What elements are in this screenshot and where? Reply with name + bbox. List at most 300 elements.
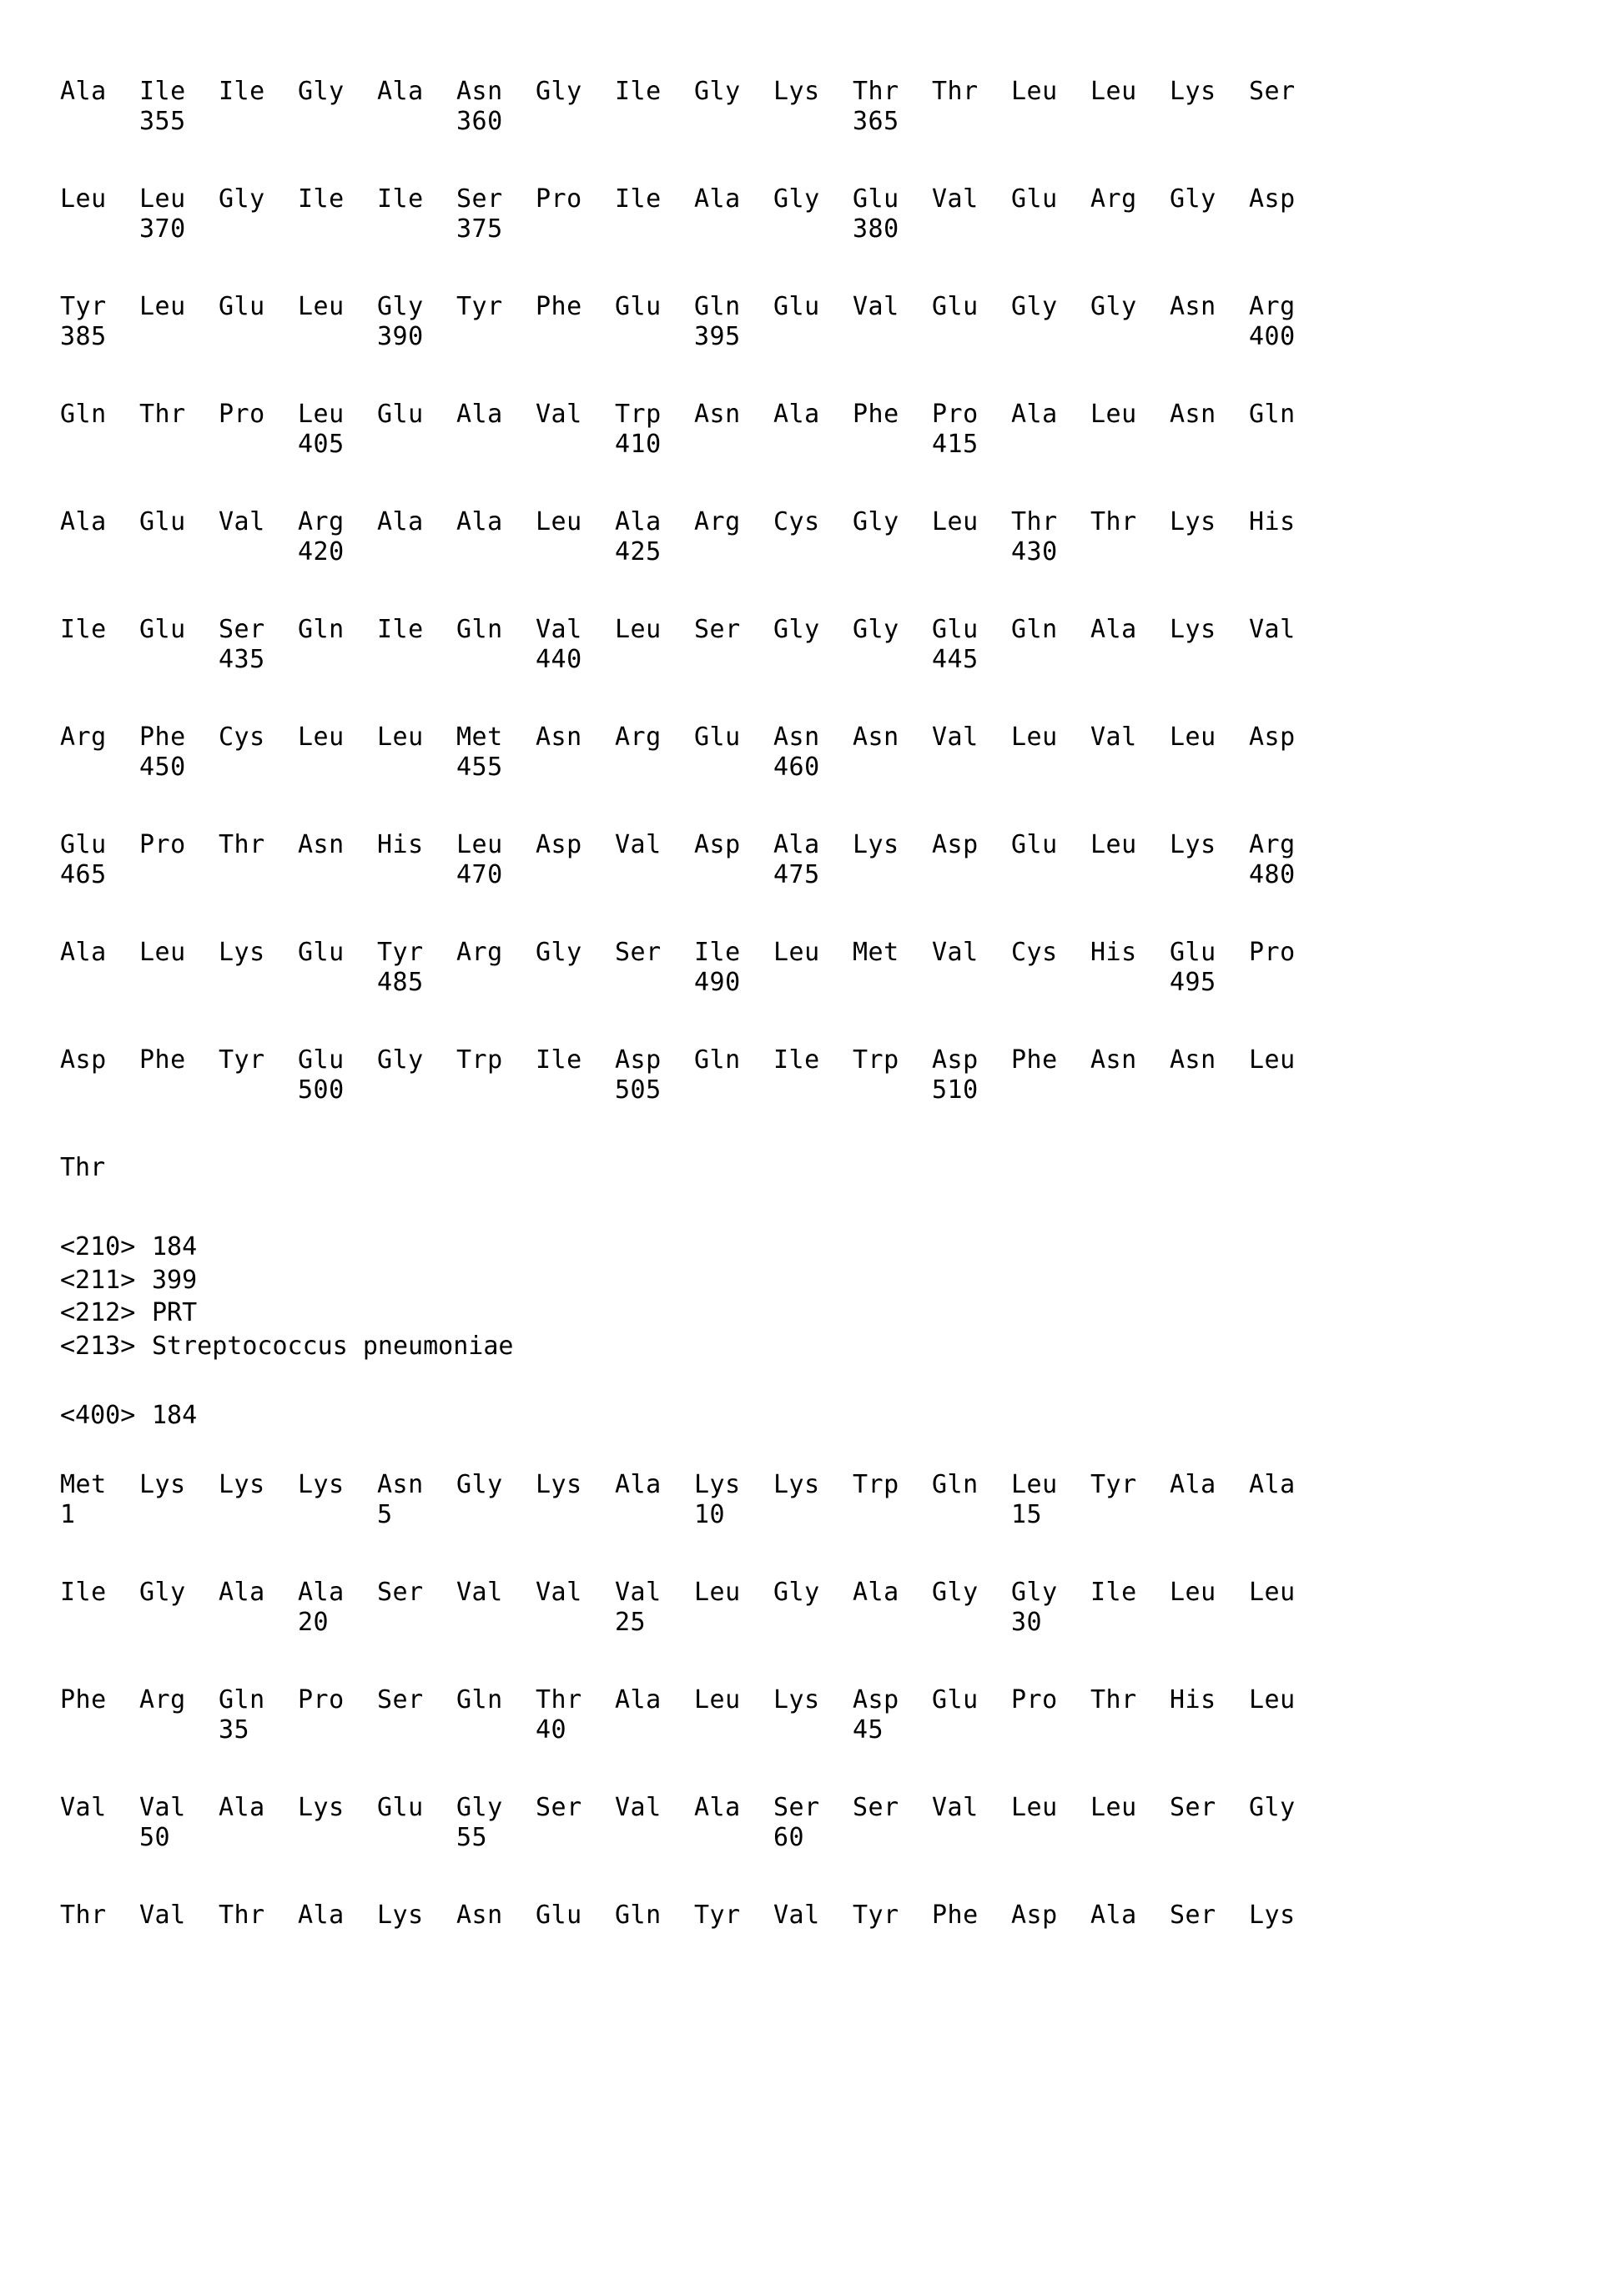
position-number: 40	[536, 1714, 567, 1745]
position-number	[1249, 540, 1328, 573]
position-number: 385	[60, 322, 107, 351]
tag-key: <210>	[60, 1232, 136, 1261]
sequence-block	[60, 1900, 1553, 1933]
residue: Gly	[773, 184, 820, 214]
residue: Ala	[694, 184, 741, 214]
position-row	[60, 647, 1553, 681]
position-number	[139, 1610, 219, 1644]
residue-row	[60, 1684, 1553, 1718]
residue: Leu	[1170, 1577, 1216, 1607]
position-number	[773, 540, 853, 573]
residue: Ser	[1170, 1900, 1216, 1930]
residue: Lys	[694, 1469, 741, 1499]
residue: His	[1090, 938, 1137, 967]
position-number	[1011, 647, 1090, 681]
residue: Phe	[139, 1045, 186, 1075]
position-number	[1090, 1825, 1170, 1859]
residue: Val	[1249, 615, 1296, 644]
residue: Pro	[1249, 938, 1296, 967]
position-number	[60, 1825, 139, 1859]
residue: Val	[615, 1577, 662, 1607]
position-number	[1090, 1503, 1170, 1536]
residue: Ala	[1090, 615, 1137, 644]
position-number	[1011, 1718, 1090, 1751]
position-number	[1249, 647, 1328, 681]
residue: Gly	[1090, 292, 1137, 321]
position-number	[456, 970, 536, 1004]
residue: Arg	[456, 938, 503, 967]
residue: Lys	[1170, 615, 1216, 644]
residue: Gly	[219, 184, 265, 214]
position-number	[219, 325, 298, 358]
position-number	[1090, 1078, 1170, 1111]
position-number	[536, 217, 615, 250]
position-number: 505	[615, 1075, 662, 1105]
residue: Leu	[694, 1577, 741, 1607]
residue: Gly	[536, 938, 582, 967]
residue: Glu	[377, 1792, 424, 1822]
residue: Gly	[298, 77, 345, 106]
residue: Trp	[853, 1469, 899, 1499]
residue: Asn	[456, 1900, 503, 1930]
residue: Lys	[298, 1792, 345, 1822]
residue: Phe	[139, 723, 186, 752]
position-number	[773, 325, 853, 358]
position-row	[60, 1822, 1553, 1859]
position-number	[377, 540, 456, 573]
residue: Leu	[615, 615, 662, 644]
residue: Asp	[1011, 1900, 1058, 1930]
tag-key: <213>	[60, 1331, 136, 1361]
residue: Ile	[219, 77, 265, 106]
position-number	[1249, 1503, 1328, 1536]
residue: Val	[932, 723, 979, 752]
residue: Tyr	[1090, 1469, 1137, 1499]
residue: Lys	[1249, 1900, 1296, 1930]
position-number	[932, 755, 1011, 788]
organism-name: Streptococcus pneumoniae	[152, 1331, 514, 1361]
position-number	[1170, 1503, 1249, 1536]
residue: Asp	[536, 830, 582, 859]
residue: Ser	[1170, 1792, 1216, 1822]
position-number	[1090, 755, 1170, 788]
position-number: 35	[219, 1714, 250, 1745]
residue: Gln	[932, 1469, 979, 1499]
position-number	[1011, 755, 1090, 788]
position-number	[219, 109, 298, 143]
position-number	[773, 1078, 853, 1111]
position-number	[694, 540, 773, 573]
residue: Ala	[219, 1577, 265, 1607]
position-number	[1090, 432, 1170, 466]
sequence-entry-header	[60, 1231, 1553, 1362]
position-number	[377, 647, 456, 681]
residue: Thr	[219, 1900, 265, 1930]
sequence-block	[60, 402, 1553, 466]
position-number	[615, 217, 694, 250]
position-number	[694, 432, 773, 466]
residue-row	[60, 617, 1553, 647]
position-number	[1011, 432, 1090, 466]
residue-row	[60, 830, 1553, 863]
position-number	[219, 863, 298, 896]
residue: Met	[456, 723, 503, 752]
sequence-block	[60, 1469, 1553, 1536]
tag-line-210	[60, 1231, 1553, 1264]
position-number	[694, 755, 773, 788]
residue: Gly	[853, 507, 899, 536]
position-row	[60, 109, 1553, 143]
position-number	[536, 1825, 615, 1859]
position-number	[298, 970, 377, 1004]
position-number	[60, 1718, 139, 1751]
residue: Asn	[773, 723, 820, 752]
residue: Gly	[773, 1577, 820, 1607]
residue: Asp	[1249, 184, 1296, 214]
residue: Leu	[536, 507, 582, 536]
residue: Ile	[1090, 1577, 1137, 1607]
residue: Lys	[298, 1469, 345, 1499]
position-number	[536, 1078, 615, 1111]
residue: Arg	[1249, 830, 1296, 859]
position-number: 25	[615, 1607, 647, 1637]
position-number	[853, 863, 932, 896]
residue: Leu	[377, 723, 424, 752]
residue: Lys	[853, 830, 899, 859]
residue: Thr	[853, 77, 899, 106]
sequence-block	[60, 79, 1553, 143]
residue: Asn	[536, 723, 582, 752]
residue: Asp	[1249, 723, 1296, 752]
position-number	[60, 1610, 139, 1644]
position-number	[1011, 970, 1090, 1004]
position-number	[773, 1610, 853, 1644]
position-number	[1170, 540, 1249, 573]
position-number: 375	[456, 214, 503, 244]
position-number: 465	[60, 860, 107, 889]
position-number	[1170, 1825, 1249, 1859]
residue: Asp	[694, 830, 741, 859]
position-number	[536, 755, 615, 788]
residue-row	[60, 1469, 1553, 1503]
residue: Leu	[694, 1684, 741, 1714]
residue: Leu	[1249, 1684, 1296, 1714]
tag-key: <212>	[60, 1298, 136, 1328]
position-number: 15	[1011, 1499, 1043, 1529]
position-number: 425	[615, 537, 662, 566]
residue: Pro	[1011, 1684, 1058, 1714]
residue: Leu	[932, 507, 979, 536]
position-number: 440	[536, 645, 582, 674]
position-number	[1249, 1610, 1328, 1644]
position-number	[1249, 432, 1328, 466]
residue-row	[60, 1045, 1553, 1078]
residue: Tyr	[853, 1900, 899, 1930]
position-number	[1249, 217, 1328, 250]
position-number: 355	[139, 107, 186, 136]
residue: Asn	[456, 77, 503, 106]
position-row	[60, 860, 1553, 896]
position-number	[694, 109, 773, 143]
position-number	[694, 863, 773, 896]
residue: Glu	[139, 507, 186, 536]
position-number	[932, 863, 1011, 896]
residue: Ser	[536, 1792, 582, 1822]
residue: Glu	[377, 400, 424, 429]
position-number	[1090, 540, 1170, 573]
position-number: 420	[298, 537, 345, 566]
position-number	[60, 647, 139, 681]
residue: Met	[60, 1469, 107, 1499]
residue: Ile	[536, 1045, 582, 1075]
position-number	[1249, 970, 1328, 1004]
residue: Tyr	[60, 292, 107, 321]
position-number	[615, 1718, 694, 1751]
residue: Ile	[694, 938, 741, 967]
residue-row	[60, 1792, 1553, 1825]
position-number	[853, 647, 932, 681]
position-number	[773, 217, 853, 250]
residue: Val	[60, 1792, 107, 1822]
position-number	[1170, 217, 1249, 250]
residue: Asn	[298, 830, 345, 859]
position-number: 410	[615, 430, 662, 459]
residue: Ala	[456, 400, 503, 429]
position-number: 20	[298, 1607, 330, 1637]
residue: Pro	[219, 400, 265, 429]
residue: Lys	[1170, 507, 1216, 536]
residue: Leu	[139, 292, 186, 321]
position-number	[1011, 217, 1090, 250]
residue: Ala	[377, 507, 424, 536]
residue: Asn	[1170, 292, 1216, 321]
position-number	[1170, 863, 1249, 896]
residue: Ser	[1249, 77, 1296, 106]
sequence-block	[60, 940, 1553, 1004]
residue: Cys	[773, 507, 820, 536]
position-number	[1170, 1078, 1249, 1111]
residue: Arg	[694, 507, 741, 536]
tag-value: 184	[152, 1401, 198, 1431]
position-number: 10	[694, 1499, 726, 1529]
position-number	[1090, 863, 1170, 896]
sequence-block	[60, 617, 1553, 681]
residue: Ser	[377, 1577, 424, 1607]
position-number	[298, 109, 377, 143]
residue: Val	[536, 615, 582, 644]
position-number	[456, 325, 536, 358]
residue: Ser	[773, 1792, 820, 1822]
residue: Leu	[1090, 77, 1137, 106]
residue: Gly	[932, 1577, 979, 1607]
position-number	[853, 970, 932, 1004]
position-number: 490	[694, 968, 741, 997]
residue: Ala	[615, 1684, 662, 1714]
residue: Ala	[298, 1900, 345, 1930]
residue: Ala	[773, 830, 820, 859]
residue: Ala	[60, 938, 107, 967]
position-number	[139, 647, 219, 681]
residue: Gly	[139, 1577, 186, 1607]
position-number	[60, 217, 139, 250]
residue: Lys	[139, 1469, 186, 1499]
position-number	[615, 755, 694, 788]
residue-row	[60, 79, 1553, 109]
position-number	[536, 540, 615, 573]
sequence-region-bottom	[60, 1469, 1553, 1933]
residue: Ala	[773, 400, 820, 429]
residue-row	[60, 292, 1553, 325]
residue: Ile	[377, 615, 424, 644]
position-number	[456, 432, 536, 466]
residue: Pro	[536, 184, 582, 214]
position-number	[377, 1078, 456, 1111]
residue: Ala	[1249, 1469, 1296, 1499]
position-row	[60, 1714, 1553, 1751]
residue: Gly	[377, 292, 424, 321]
residue: Ser	[615, 938, 662, 967]
residue: Leu	[1090, 1792, 1137, 1822]
position-row	[60, 322, 1553, 358]
position-number	[456, 1503, 536, 1536]
residue: Asp	[60, 1045, 107, 1075]
position-number	[60, 755, 139, 788]
residue: His	[1249, 507, 1296, 536]
position-number	[694, 1610, 773, 1644]
position-number	[773, 109, 853, 143]
position-number: 405	[298, 430, 345, 459]
position-number	[773, 647, 853, 681]
residue: Glu	[773, 292, 820, 321]
residue: Leu	[139, 938, 186, 967]
position-number	[1249, 1825, 1328, 1859]
residue: Gly	[377, 1045, 424, 1075]
position-number	[219, 970, 298, 1004]
residue: Lys	[773, 77, 820, 106]
residue: Phe	[1011, 1045, 1058, 1075]
sequence-region-top	[60, 79, 1553, 1181]
position-number	[694, 1825, 773, 1859]
sequence-block	[60, 1684, 1553, 1751]
position-number	[298, 863, 377, 896]
residue: Leu	[1090, 400, 1137, 429]
residue: Val	[932, 1792, 979, 1822]
position-number	[932, 1503, 1011, 1536]
position-number	[932, 540, 1011, 573]
position-number	[298, 1503, 377, 1536]
position-number: 365	[853, 107, 899, 136]
residue: Cys	[1011, 938, 1058, 967]
residue: Ile	[139, 77, 186, 106]
position-number	[536, 109, 615, 143]
residue: Ala	[456, 507, 503, 536]
residue: Lys	[219, 938, 265, 967]
position-number	[219, 432, 298, 466]
position-number	[139, 863, 219, 896]
residue: Gly	[536, 77, 582, 106]
residue: Val	[773, 1900, 820, 1930]
sequence-block	[60, 292, 1553, 358]
residue: Ala	[377, 77, 424, 106]
residue: Ala	[298, 1577, 345, 1607]
residue: Leu	[1090, 830, 1137, 859]
residue: Glu	[60, 830, 107, 859]
residue: Glu	[298, 938, 345, 967]
position-number: 455	[456, 753, 503, 782]
position-number	[1170, 1718, 1249, 1751]
position-number	[298, 1825, 377, 1859]
position-number	[1249, 755, 1328, 788]
residue: Glu	[139, 615, 186, 644]
position-number	[1011, 1825, 1090, 1859]
position-number	[773, 432, 853, 466]
residue: Asn	[694, 400, 741, 429]
position-row	[60, 432, 1553, 466]
residue: Val	[1090, 723, 1137, 752]
position-number	[377, 217, 456, 250]
tag-value: 184	[152, 1232, 198, 1261]
position-number: 360	[456, 107, 503, 136]
residue: Asn	[1090, 1045, 1137, 1075]
residue: Gln	[298, 615, 345, 644]
position-number	[219, 1503, 298, 1536]
residue: Gln	[60, 400, 107, 429]
residue: Glu	[536, 1900, 582, 1930]
position-number: 475	[773, 860, 820, 889]
residue: Thr	[1011, 507, 1058, 536]
position-number	[377, 1825, 456, 1859]
position-number: 435	[219, 645, 265, 674]
residue: Lys	[1170, 77, 1216, 106]
position-number	[1090, 217, 1170, 250]
residue: Asp	[932, 830, 979, 859]
position-number	[1170, 109, 1249, 143]
position-number: 415	[932, 430, 979, 459]
position-number	[536, 325, 615, 358]
residue: Pro	[932, 400, 979, 429]
residue: Ile	[615, 184, 662, 214]
tag-key: <400>	[60, 1401, 136, 1431]
position-row	[60, 1499, 1553, 1536]
position-number: 45	[853, 1714, 884, 1745]
residue: Glu	[615, 292, 662, 321]
residue: Thr	[139, 400, 186, 429]
residue: Val	[615, 830, 662, 859]
residue: Val	[139, 1792, 186, 1822]
residue: Ser	[456, 184, 503, 214]
sequence-block	[60, 725, 1553, 788]
residue: Gly	[694, 77, 741, 106]
residue: Val	[456, 1577, 503, 1607]
residue: Gly	[1170, 184, 1216, 214]
residue: Gly	[1011, 1577, 1058, 1607]
sequence-tail-residue: Thr	[60, 1153, 106, 1182]
residue: Leu	[456, 830, 503, 859]
residue: Val	[219, 507, 265, 536]
position-number	[139, 1503, 219, 1536]
residue: Ile	[773, 1045, 820, 1075]
position-number	[139, 970, 219, 1004]
position-number	[1170, 755, 1249, 788]
position-number	[1090, 109, 1170, 143]
residue: Arg	[1249, 292, 1296, 321]
residue: Met	[853, 938, 899, 967]
residue: Leu	[1011, 1469, 1058, 1499]
position-number: 445	[932, 645, 979, 674]
residue: Thr	[60, 1900, 107, 1930]
position-number	[694, 1078, 773, 1111]
tag-line-211	[60, 1264, 1553, 1297]
